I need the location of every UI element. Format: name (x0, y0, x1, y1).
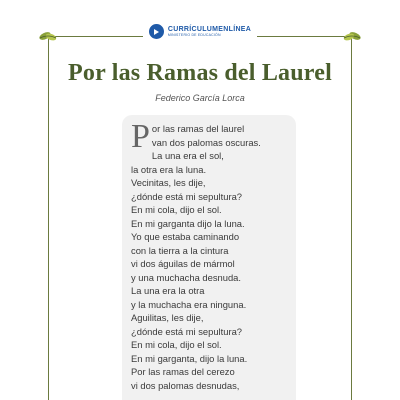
poem-line: y una muchacha desnuda. (131, 271, 241, 283)
poem-line: En mi cola, dijo el sol. (131, 339, 222, 350)
poem-line: Aguilitas, les dije, (131, 312, 204, 323)
poem-line: La una era el sol, (151, 150, 224, 161)
poem-line: la otra era la luna. (131, 163, 207, 175)
poem-line: vi dos palomas desnudas, (131, 379, 240, 391)
poem-line: En mi garganta, dijo la luna. (131, 352, 248, 364)
poem-line: con la tierra a la cintura (131, 244, 229, 256)
page-frame-right (351, 36, 352, 400)
poem-line: En mi cola, dijo el sol. (131, 204, 222, 215)
brand-text (168, 26, 251, 38)
poem-line: En mi garganta dijo la luna. (131, 217, 245, 229)
play-arrow-logo-icon (149, 24, 164, 39)
poem-line: vi dos águilas de mármol (131, 258, 235, 269)
poem-line: La una era la otra (131, 285, 205, 296)
brand-header (0, 24, 400, 39)
brand-tagline: MINISTERIO DE EDUCACIÓN (167, 32, 221, 37)
poem-line: van dos palomas oscuras. (151, 136, 261, 148)
poem-text (131, 118, 291, 392)
brand-name: CURRÍCULUMENLÍNEA (167, 25, 252, 33)
brand-bar (143, 24, 257, 39)
poem-dropcap: P (131, 118, 150, 155)
poem-line: y la muchacha era ninguna. (131, 298, 247, 310)
poem-line: or las ramas del laurel (151, 123, 245, 134)
poem-line: Vecinitas, les dije, (131, 177, 206, 188)
poem-line: Yo que estaba caminando (131, 231, 240, 242)
poem-line: ¿dónde está mi sepultura? (131, 190, 243, 202)
poem-lines (131, 136, 291, 393)
poem-title: Por las Ramas del Laurel (68, 60, 332, 86)
page-frame-left (48, 36, 49, 400)
poem-line: Por las ramas del cerezo (131, 366, 235, 377)
poem-author: Federico García Lorca (155, 93, 245, 103)
poem-line: ¿dónde está mi sepultura? (131, 325, 243, 337)
